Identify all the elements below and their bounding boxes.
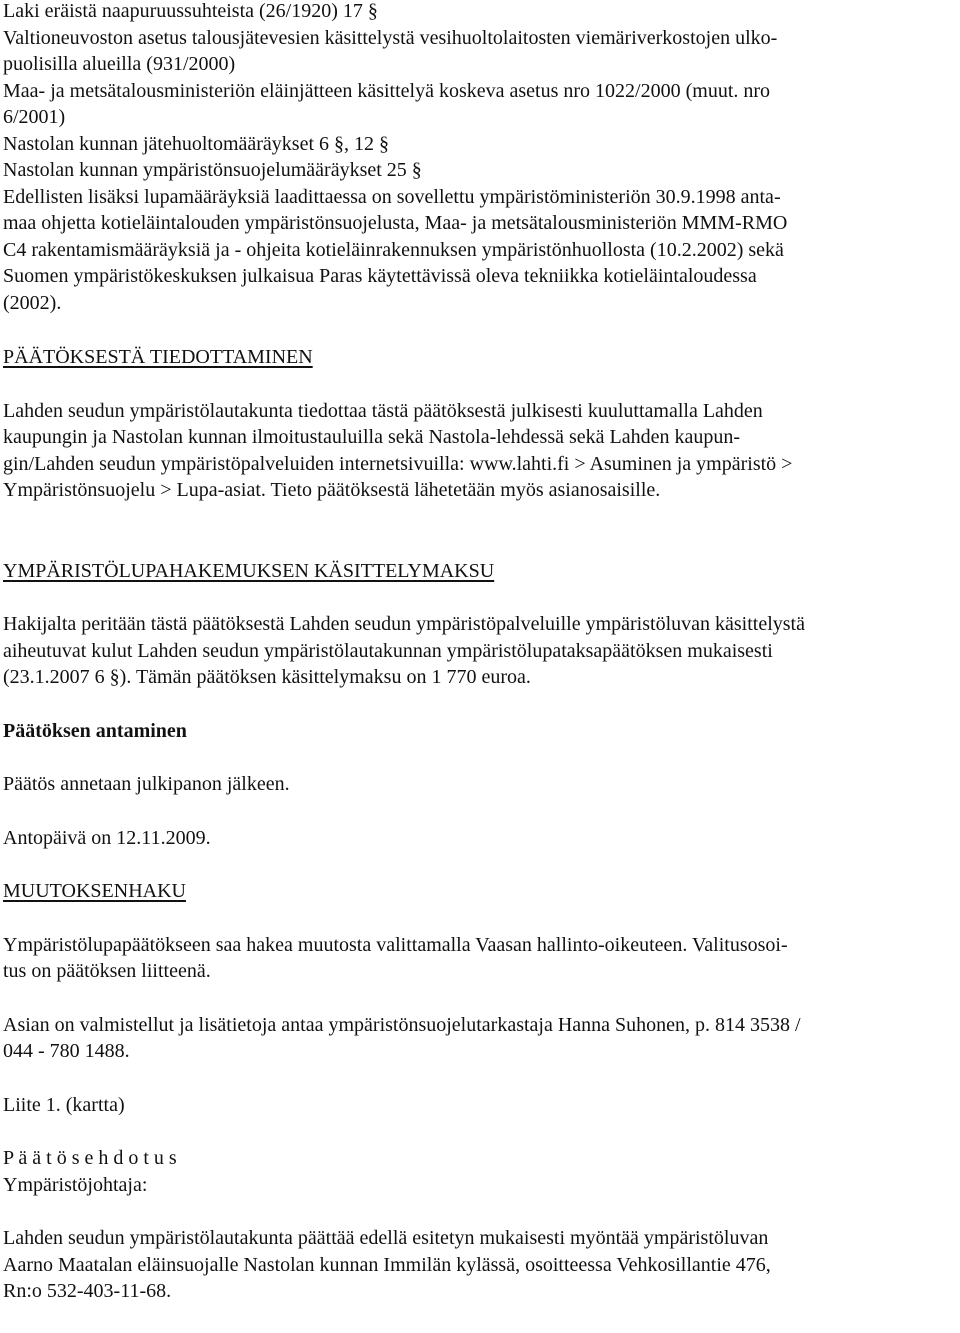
legal-basis-line: Nastolan kunnan ympäristönsuojelumääräykset 25 § [3, 159, 422, 181]
legal-basis-line: Nastolan kunnan jätehuoltomääräykset 6 §, 12 § [3, 132, 390, 155]
notification-line: gin/Lahden seudun ympäristöpalveluiden internetsivuilla: www.lahti.fi > Asuminen ja ympäristö > [3, 452, 793, 475]
issuance-date: Antopäivä on 12.11.2009. [3, 826, 211, 849]
contact-line: 044 - 780 1488. [3, 1040, 130, 1062]
legal-basis-line: (2002). [3, 291, 62, 314]
notification-line: kaupungin ja Nastolan kunnan ilmoitustauluilla sekä Nastola-lehdessä sekä Lahden kaupun- [3, 426, 741, 448]
proposal-section [3, 1145, 955, 1305]
appeal-line: Ympäristölupapäätökseen saa hakea muutosta valittamalla Vaasan hallinto-oikeuteen. Valitusosoi- [3, 933, 788, 956]
legal-basis-line: 6/2001) [3, 106, 66, 128]
notification-heading: PÄÄTÖKSESTÄ TIEDOTTAMINEN [3, 346, 313, 368]
proposal-line: Lahden seudun ympäristölautakunta päättää edellä esitetyn mukaisesti myöntää ympäristöluvan [3, 1227, 769, 1249]
legal-basis-line: maa ohjetta kotieläintalouden ympäristönsuojelusta, Maa- ja metsätalousministeriön MMM-RMO [3, 212, 788, 234]
legal-basis-line: puolisilla alueilla (931/2000) [3, 53, 236, 75]
proposal-label: P ä ä t ö s e h d o t u s [3, 1147, 177, 1169]
appeal-section [3, 878, 955, 985]
contact-section [3, 1012, 955, 1065]
legal-basis-line: Maa- ja metsätalousministeriön eläinjätteen käsittelyä koskeva asetus nro 1022/2000 (muut. nro [3, 79, 771, 102]
document-page [3, 0, 955, 1305]
notification-line: Ympäristönsuojelu > Lupa-asiat. Tieto päätöksestä lähetetään myös asianosaisille. [3, 479, 661, 501]
proposal-line: Rn:o 532-403-11-68. [3, 1280, 172, 1302]
legal-basis-list [3, 0, 955, 316]
legal-basis-line: C4 rakentamismääräyksiä ja - ohjeita kotieläinrakennuksen ympäristönhuollosta (10.2.2002) sekä [3, 238, 784, 261]
fee-line: Hakijalta peritään tästä päätöksestä Lahden seudun ympäristöpalveluille ympäristöluvan käsittelystä [3, 613, 805, 635]
legal-basis-line: Valtioneuvoston asetus talousjätevesien käsittelystä vesihuoltolaitosten viemäriverkostojen ulko- [3, 26, 778, 49]
attachment-line: Liite 1. (kartta) [3, 1093, 125, 1116]
legal-basis-line: Edellisten lisäksi lupamääräyksiä laadittaessa on sovellettu ympäristöministeriön 30.9.1998 anta- [3, 185, 781, 208]
contact-line: Asian on valmistellut ja lisätietoja antaa ympäristönsuojelutarkastaja Hanna Suhonen, p. 814 3538 / [3, 1013, 801, 1036]
legal-basis-line: Laki eräistä naapuruussuhteista (26/1920) 17 § [3, 0, 378, 22]
fee-line: (23.1.2007 6 §). Tämän päätöksen käsittelymaksu on 1 770 euroa. [3, 666, 531, 688]
legal-basis-line: Suomen ympäristökeskuksen julkaisua Paras käytettävissä oleva tekniikka kotieläintaloudessa [3, 265, 757, 287]
proposal-line: Aarno Maatalan eläinsuojalle Nastolan kunnan Immilän kylässä, osoitteessa Vehkosillantie 476, [3, 1253, 771, 1276]
appeal-heading: MUUTOKSENHAKU [3, 880, 186, 902]
issuance-text: Päätös annetaan julkipanon jälkeen. [3, 773, 290, 795]
fee-line: aiheutuvat kulut Lahden seudun ympäristölautakunnan ympäristölupataksapäätöksen mukaisesti [3, 639, 773, 662]
appeal-line: tus on päätöksen liitteenä. [3, 960, 211, 982]
notification-line: Lahden seudun ympäristölautakunta tiedottaa tästä päätöksestä julkisesti kuuluttamalla Lahden [3, 399, 763, 422]
proposal-proposer: Ympäristöjohtaja: [3, 1173, 148, 1196]
fee-section [3, 558, 955, 691]
fee-heading: YMPÄRISTÖLUPAHAKEMUKSEN KÄSITTELYMAKSU [3, 559, 495, 582]
issuance-heading: Päätöksen antaminen [3, 719, 187, 742]
notification-section [3, 344, 955, 504]
issuance-section [3, 718, 955, 852]
